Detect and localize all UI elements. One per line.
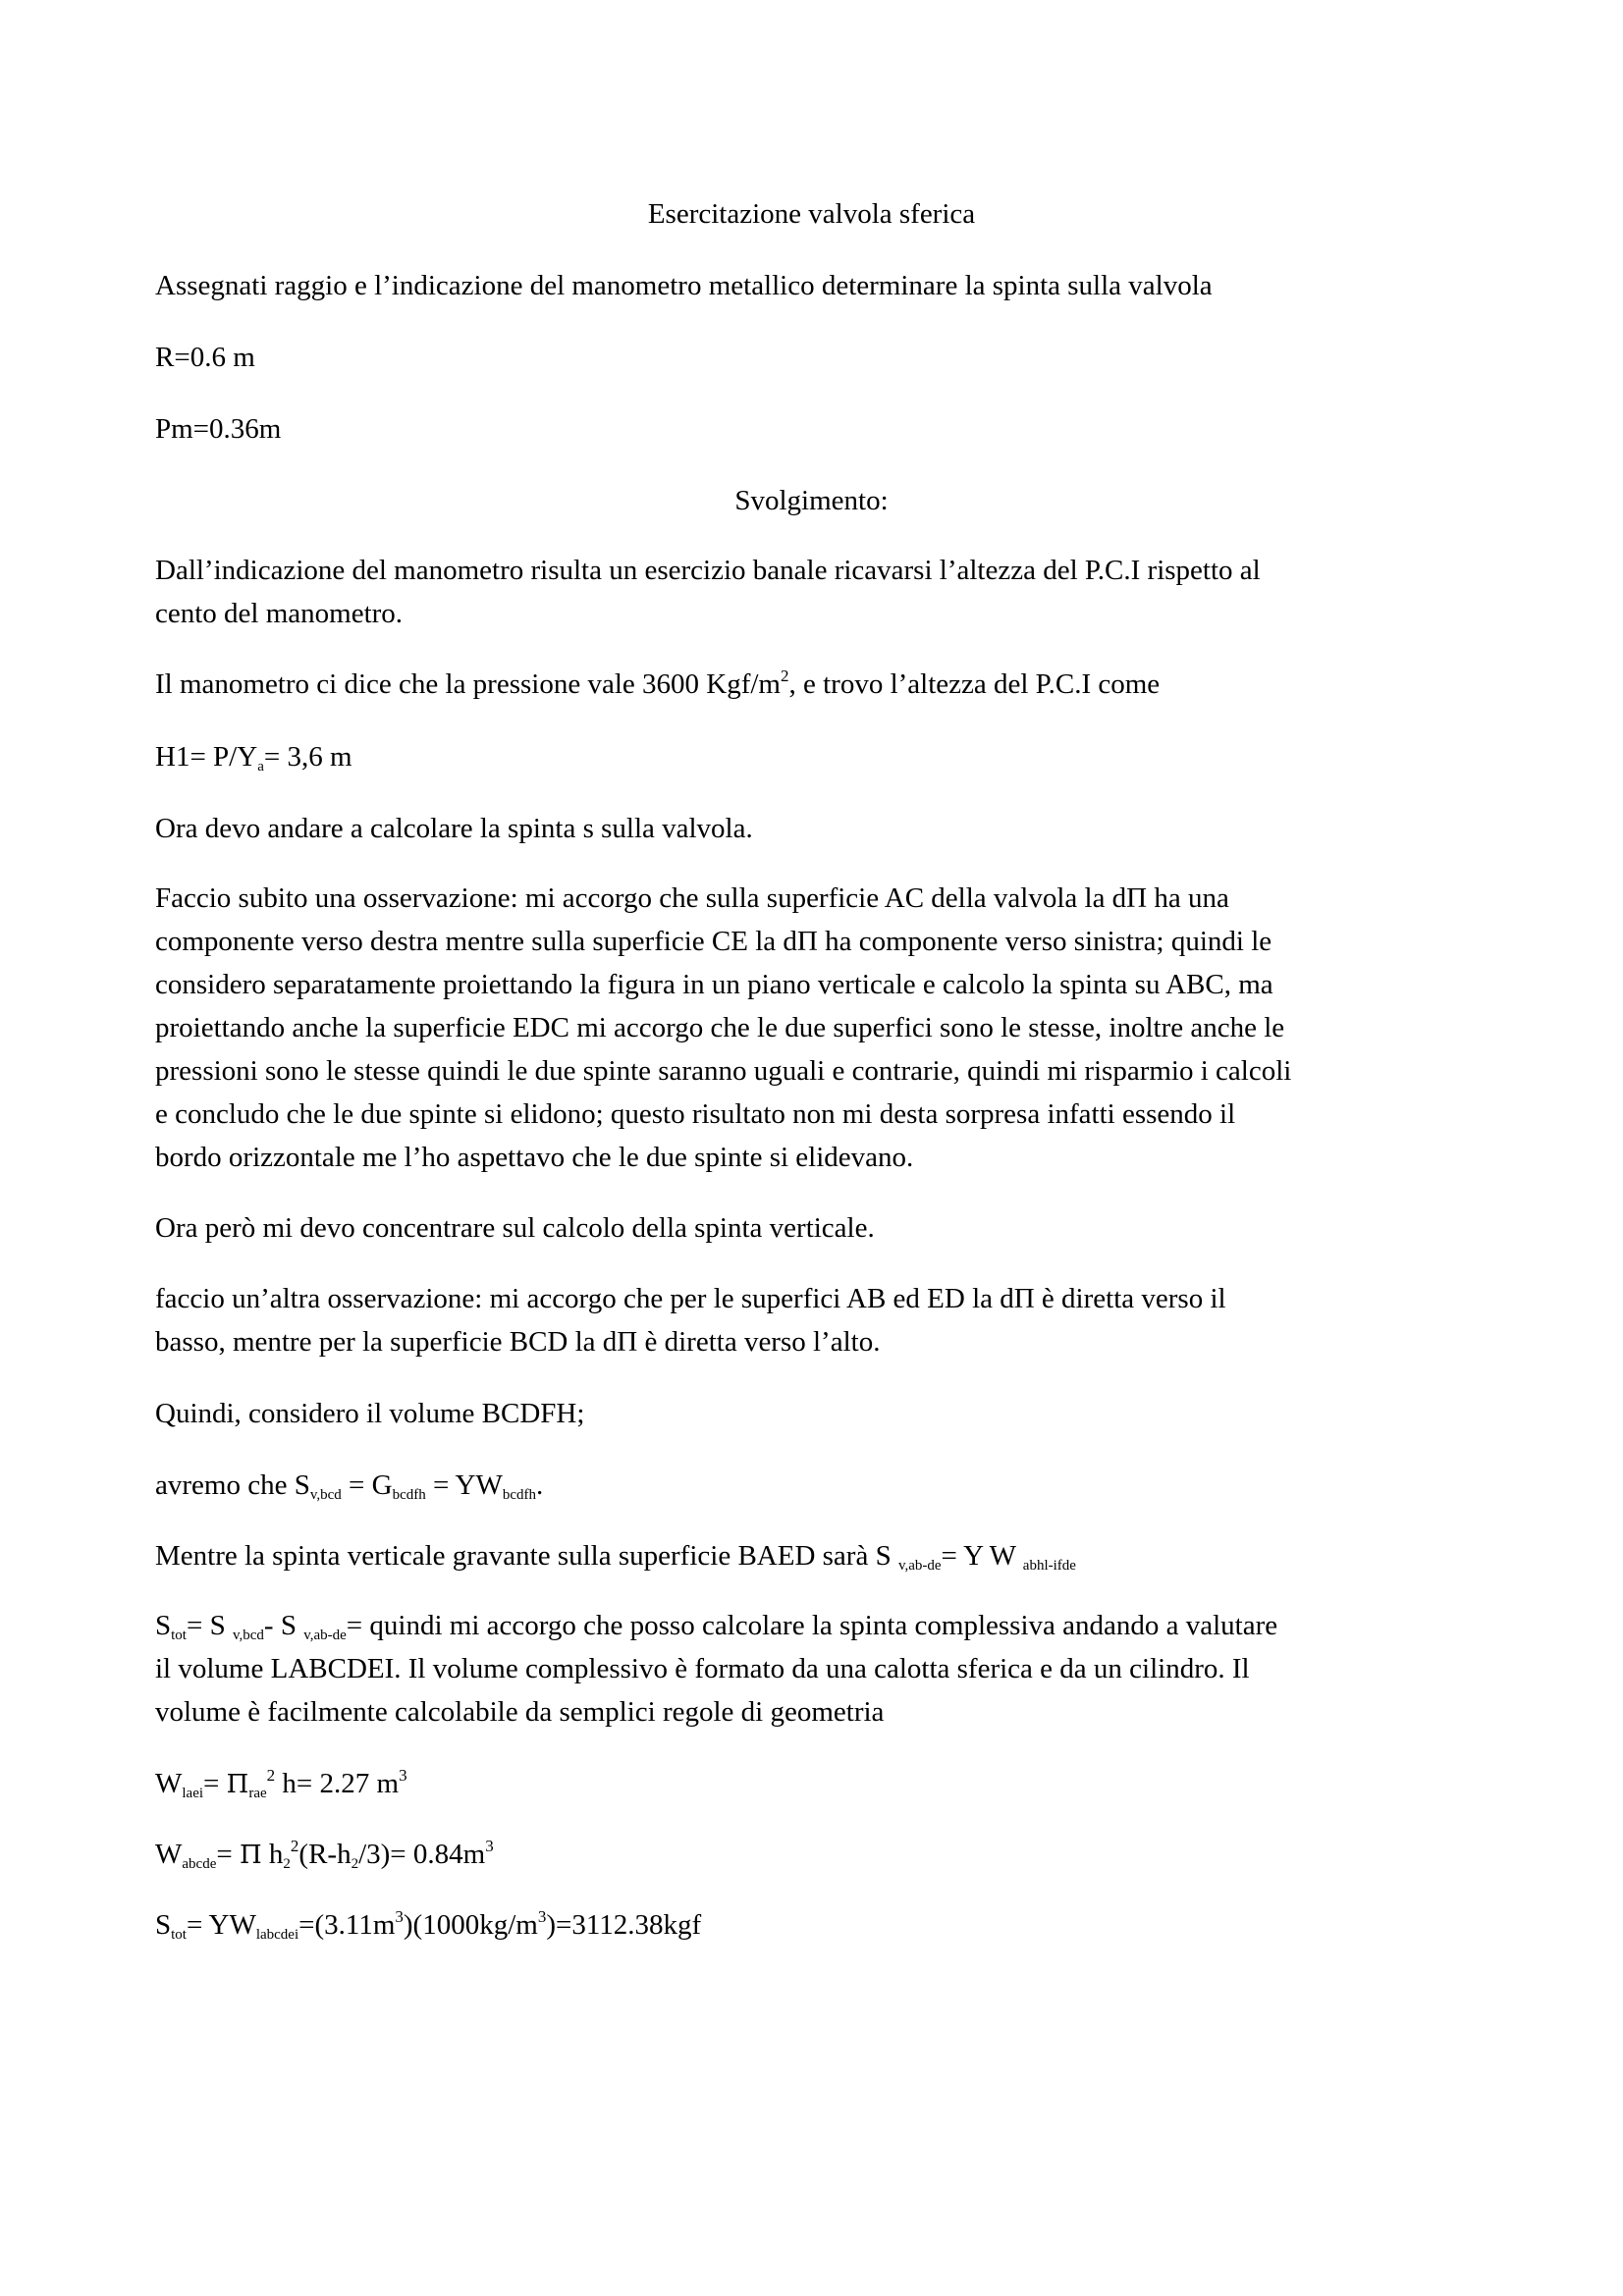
- paragraph-5: Ora però mi devo concentrare sul calcolo della spinta verticale.: [155, 1212, 875, 1244]
- paragraph-6-line-1: faccio un’altra osservazione: mi accorgo che per le superfici AB ed ED la dΠ è diretta verso il: [155, 1283, 1226, 1314]
- paragraph-4-line-4: proiettando anche la superficie EDC mi accorgo che le due superfici sono le stesse, inoltre anche le: [155, 1012, 1285, 1043]
- paragraph-6-line-2: basso, mentre per la superficie BCD la dΠ è diretta verso l’alto.: [155, 1326, 881, 1358]
- equation-1: avremo che $S_{v,bcd} = G_{bcdfh} = YW_{bcdfh}$.: [155, 1469, 544, 1503]
- paragraph-1-line-1: Dall’indicazione del manometro risulta un esercizio banale ricavarsi l’altezza del P.C.I rispetto al: [155, 555, 1261, 586]
- paragraph-3: Ora devo andare a calcolare la spinta s sulla valvola.: [155, 813, 753, 844]
- paragraph-4-line-5: pressioni sono le stesse quindi le due spinte saranno uguali e contrarie, quindi mi risparmio i calcoli: [155, 1055, 1292, 1087]
- paragraph-7: Quindi, considero il volume BCDFH;: [155, 1398, 585, 1429]
- given-pressure: Pm=0.36m: [155, 413, 282, 445]
- paragraph-9-line-1: $S_{tot}= S$ $_{v,bcd}$- S $_{v,ab-de}$= quindi mi accorgo che posso calcolare la spinta complessiva andando a valutare: [155, 1610, 1278, 1643]
- intro-paragraph: Assegnati raggio e l’indicazione del manometro metallico determinare la spinta sulla valvola: [155, 270, 1213, 301]
- paragraph-4-line-2: componente verso destra mentre sulla superficie CE la dΠ ha componente verso sinistra; quindi le: [155, 926, 1272, 957]
- paragraph-9-line-2: il volume LABCDEI. Il volume complessivo è formato da una calotta sferica e da un cilindro. Il: [155, 1653, 1250, 1684]
- equation-h1: $H1= P/Y_a= 3,6$ m: [155, 741, 352, 774]
- equation-2: $W_{laei}= \Pi_{rae}^2$ h= 2.27 $m^3$: [155, 1766, 407, 1801]
- given-radius: R=0.6 m: [155, 342, 255, 373]
- paragraph-9-line-3: volume è facilmente calcolabile da semplici regole di geometria: [155, 1696, 885, 1728]
- paragraph-4-line-1: Faccio subito una osservazione: mi accorgo che sulla superficie AC della valvola la dΠ ha una: [155, 882, 1229, 914]
- paragraph-4-line-3: considero separatamente proiettando la figura in un piano verticale e calcolo la spinta su ABC, ma: [155, 969, 1273, 1000]
- section-heading: Svolgimento:: [734, 485, 889, 516]
- equation-4: $S_{tot}= YW_{labcdei}=(3.11m^3)(1000kg/m^3)=3112.38kgf$: [155, 1907, 702, 1943]
- paragraph-2: Il manometro ci dice che la pressione vale 3600 Kgf/$m^2$, e trovo l’altezza del P.C.I come: [155, 667, 1161, 700]
- equation-3: $W_{abcde}= \Pi$ $h_2^2(R-h_2/3)= 0.84m^3$: [155, 1837, 494, 1872]
- document-title: Esercitazione valvola sferica: [647, 198, 976, 230]
- paragraph-4-line-6: e concludo che le due spinte si elidono; questo risultato non mi desta sorpresa infatti essendo il: [155, 1098, 1236, 1130]
- paragraph-4-line-7: bordo orizzontale me l’ho aspettavo che le due spinte si elidevano.: [155, 1142, 914, 1173]
- paragraph-1-line-2: cento del manometro.: [155, 598, 404, 629]
- paragraph-8: Mentre la spinta verticale gravante sulla superficie BAED sarà S $_{v,ab-de}$= Y W $_{abhl-ifde}$: [155, 1540, 1076, 1574]
